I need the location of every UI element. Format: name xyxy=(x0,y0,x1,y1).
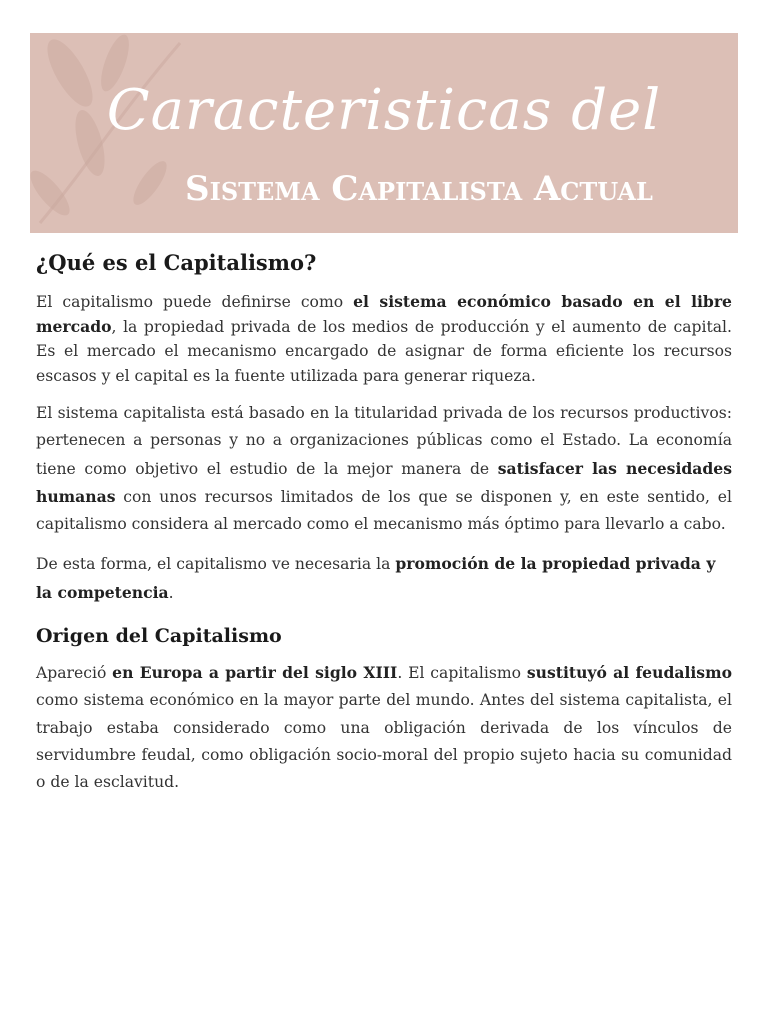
paragraph-competition xyxy=(36,550,732,607)
text-run: como sistema económico en la mayor parte del mundo. Antes del sistema capitalista, el trabajo estaba considerado como una obligación derivada de los vínculos de servidumbre feudal, como obligación socio-moral del propio sujeto hacia su comunidad o de la esclavitud. xyxy=(36,691,732,792)
paragraph-definition xyxy=(36,290,732,388)
bold-run: en Europa a partir del siglo XIII xyxy=(112,663,398,683)
paragraph-origin xyxy=(36,659,732,796)
banner-main-title: Sistema Capitalista Actual xyxy=(185,169,653,209)
heading-que-es-capitalismo: ¿Qué es el Capitalismo? xyxy=(36,250,317,275)
bold-run: sustituyó al feudalismo xyxy=(526,663,732,683)
banner-script-title: Caracteristicas del xyxy=(106,78,662,143)
paragraph-private-ownership xyxy=(36,400,732,538)
text-run: De esta forma, el capitalismo ve necesaria la xyxy=(36,555,396,574)
text-run: El sistema capitalista está basado en la titularidad privada de los recursos productivos: pertenecen a personas y no a organizaciones públicas como el Estado. La economía tiene como objetivo el estudio de la mejor manera de xyxy=(36,404,732,478)
bold-run: promoción de la propiedad privada y la competencia xyxy=(36,554,716,602)
text-run: con unos recursos limitados de los que se disponen y, en este sentido, el capitalismo considera al mercado como el mecanismo más óptimo para llevarlo a cabo. xyxy=(36,487,732,534)
text-run: El capitalismo puede definirse como xyxy=(36,293,354,311)
text-run: , la propiedad privada de los medios de producción y el aumento de capital. Es el mercado el mecanismo encargado de asignar de forma eficiente los recursos escasos y el capital es la fuente utilizada para generar riqueza. xyxy=(36,317,732,385)
text-run: . El capitalismo xyxy=(397,664,527,683)
heading-origen-capitalismo: Origen del Capitalismo xyxy=(36,625,282,648)
document-body xyxy=(36,246,732,809)
bold-run: el sistema económico basado en el libre mercado xyxy=(36,292,732,336)
text-run: . xyxy=(168,583,174,602)
text-run: Apareció xyxy=(36,664,113,683)
header-banner xyxy=(30,33,738,233)
bold-run: satisfacer las necesidades humanas xyxy=(36,458,732,506)
